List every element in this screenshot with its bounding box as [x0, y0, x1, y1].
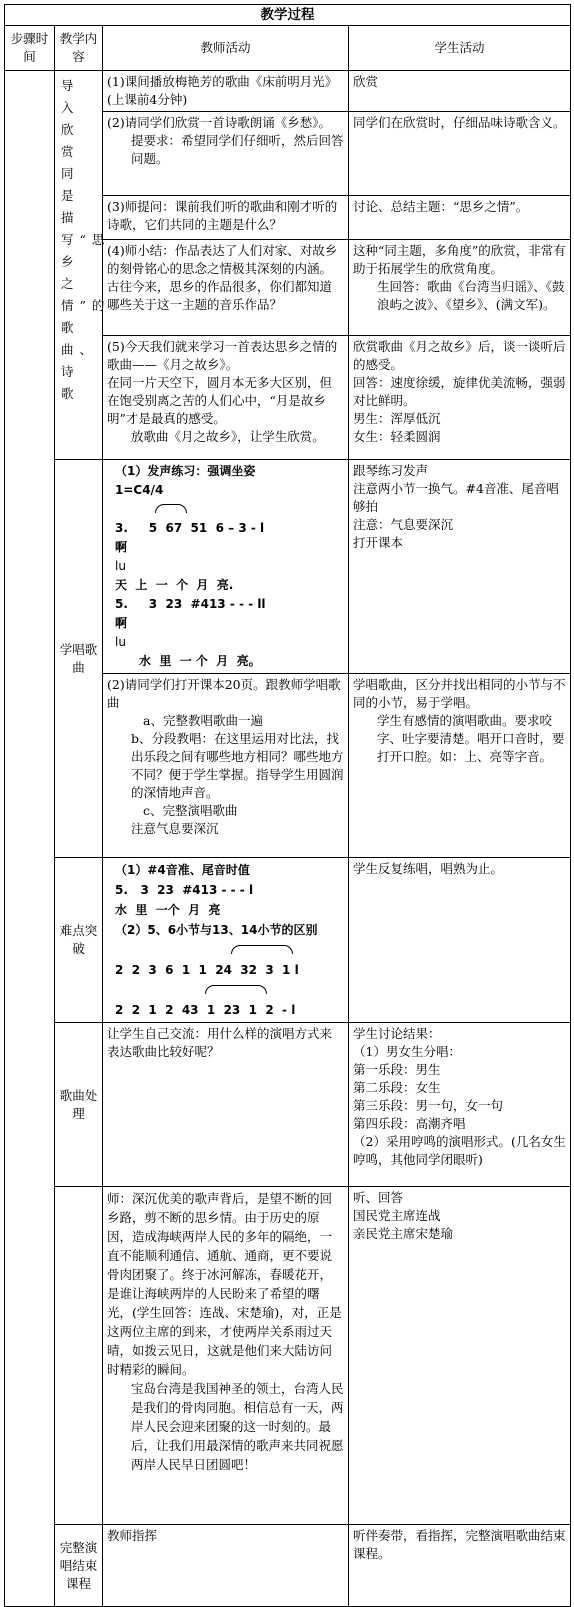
content-difficulty: 难点突破 [55, 858, 103, 1023]
music-score-difficulty: （1）#4音准、尾音时值 5. 3 23 #413 - - - l 水 里 一个 月 亮 （2）5、6小节与13、14小节的区别 2 2 3 6 1 1 24 32 3 1 l 2 2 1 2 43 1 23 1 2 - l [103, 858, 349, 1023]
content-empty [55, 1187, 103, 1525]
teacher-cell: (2)请同学们欣赏一首诗歌朗诵《乡愁》。 提要求：希望同学们仔细听，然后回答问题。 [103, 112, 349, 196]
student-cell: 学生反复练唱，唱熟为止。 [349, 858, 571, 1023]
content-finale: 完整演唱结束课程 [55, 1525, 103, 1607]
step-cell-1 [5, 71, 55, 1607]
student-cell: 这种“同主题，多角度”的欣赏，非常有助于拓展学生的欣赏角度。 生回答：歌曲《台湾当归谣》、《鼓浪屿之波》、《望乡》、(满文军)。 [349, 240, 571, 336]
teacher-cell: (1)课间播放梅艳芳的歌曲《床前明月光》(上课前4分钟) [103, 71, 349, 112]
slur-mark [231, 945, 293, 954]
music-score-warmup: （1）发声练习：强调坐姿 1=C4/4 3. 5 67 51 6 – 3 - l 啊 lu 天 上 一 个 月 亮. 5. 3 23 #413 - - - ll 啊 lu 水 里 一 个 月 亮。 [103, 460, 349, 674]
student-cell: 跟琴练习发声 注意两小节一换气。#4音准、尾音唱够拍 注意：气息要深沉 打开课本 [349, 460, 571, 674]
header-step: 步骤时间 [5, 26, 55, 71]
student-cell: 同学们在欣赏时，仔细品味诗歌含义。 [349, 112, 571, 196]
student-cell: 欣赏 [349, 71, 571, 112]
content-intro: 导入欣赏同是描写“思乡之情”的歌曲、诗歌 [55, 71, 103, 460]
student-cell: 听、回答 国民党主席连战 亲民党主席宋楚瑜 [349, 1187, 571, 1525]
teacher-cell: (3)师提问：课前我们听的歌曲和刚才听的诗歌，它们共同的主题是什么？ [103, 196, 349, 240]
content-song-treatment: 歌曲处理 [55, 1023, 103, 1187]
teacher-cell: (2)请同学们打开课本20页。跟教师学唱歌曲 a、完整教唱歌曲一遍 b、分段教唱：在这里运用对比法，找出乐段之间有哪些地方相同？哪些地方不同？便于学生掌握。指导学生用圆润的深情地声音。 c、完整演唱歌曲 注意气息要深沉 [103, 674, 349, 858]
student-cell: 听伴奏带，看指挥，完整演唱歌曲结束课程。 [349, 1525, 571, 1607]
header-student: 学生活动 [349, 26, 571, 71]
table-title: 教学过程 [5, 5, 571, 26]
student-cell: 欣赏歌曲《月之故乡》后，谈一谈听后的感受。 回答：速度徐缓，旋律优美流畅，强弱对比鲜明。 男生：浑厚低沉 女生：轻柔圆润 [349, 336, 571, 460]
lesson-table [4, 4, 571, 1607]
student-cell: 学生讨论结果： （1）男女生分唱： 第一乐段：男生 第二乐段：女生 第三乐段：男一句，女一句 第四乐段：高潮齐唱 （2）采用哼鸣的演唱形式。(几名女生哼鸣，其他同学闭眼听) [349, 1023, 571, 1187]
teacher-cell: 教师指挥 [103, 1525, 349, 1607]
teacher-cell: 让学生自己交流：用什么样的演唱方式来表达歌曲比较好呢？ [103, 1023, 349, 1187]
student-cell: 学唱歌曲，区分并找出相同的小节与不同的小节，易于学唱。 学生有感情的演唱歌曲。要求咬字、吐字要清楚。唱开口音时，要打开口腔。如：上、亮等字音。 [349, 674, 571, 858]
header-content: 教学内容 [55, 26, 103, 71]
slur-mark [155, 504, 187, 513]
slur-mark [205, 985, 267, 994]
content-learn-song: 学唱歌曲 [55, 460, 103, 858]
student-cell: 讨论、总结主题：“思乡之情”。 [349, 196, 571, 240]
header-teacher: 教师活动 [103, 26, 349, 71]
teacher-cell: 师：深沉优美的歌声背后，是望不断的回乡路，剪不断的思乡情。由于历史的原因，造成海峡两岸人民的多年的隔绝，一直不能顺利通信、通航、通商，更不要说骨肉团聚了。终于冰河解冻，春暖花开，是谁让海峡两岸的人民盼来了希望的曙光，(学生回答：连战、宋楚瑜)，对，正是这两位主席的到来，才使两岸关系雨过天晴，如拨云见日，这就是他们来大陆访问时精彩的瞬间。 宝岛台湾是我国神圣的领土，台湾人民是我们的骨肉同胞。相信总有一天，两岸人民会迎来团聚的这一时刻的。最后，让我们用最深情的歌声来共同祝愿两岸人民早日团圆吧！ [103, 1187, 349, 1525]
teacher-cell: (5)今天我们就来学习一首表达思乡之情的歌曲——《月之故乡》。 在同一片天空下，圆月本无多大区别，但在饱受别离之苦的人们心中，“月是故乡明”才是最真的感受。 放歌曲《月之故乡》，让学生欣赏。 [103, 336, 349, 460]
teacher-cell: (4)师小结：作品表达了人们对家、对故乡的刻骨铭心的思念之情极其深刻的内涵。古往今来，思乡的作品很多，你们都知道哪些关于这一主题的音乐作品？ [103, 240, 349, 336]
